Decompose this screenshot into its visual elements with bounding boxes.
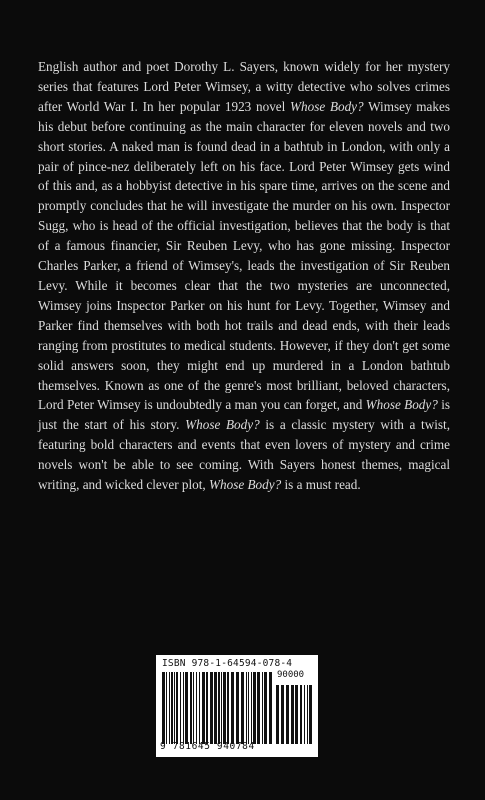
isbn-label: ISBN 978-1-64594-078-4 bbox=[162, 658, 293, 669]
barcode-bar bbox=[218, 672, 220, 744]
barcode-bar bbox=[251, 672, 252, 744]
barcode-bar bbox=[269, 672, 272, 744]
barcode-bar bbox=[264, 672, 267, 744]
barcode-bar bbox=[174, 672, 175, 744]
book-title-italic: Whose Body? bbox=[209, 477, 282, 493]
barcode-bar bbox=[307, 685, 308, 744]
barcode-bar bbox=[202, 672, 205, 744]
barcode-bar bbox=[185, 672, 188, 744]
barcode-bar bbox=[183, 672, 184, 744]
blurb-text: is a must read. bbox=[281, 477, 361, 493]
barcode-bar bbox=[231, 672, 234, 744]
barcode-bar bbox=[300, 685, 302, 744]
barcode-bar bbox=[295, 685, 298, 744]
barcode-bar bbox=[291, 685, 294, 744]
barcode-bar bbox=[248, 672, 249, 744]
price-code: 90000 bbox=[277, 670, 305, 680]
barcode-bar bbox=[190, 672, 192, 744]
book-title-italic: Whose Body? bbox=[185, 417, 260, 433]
barcode-bar bbox=[193, 672, 194, 744]
barcode-bar bbox=[241, 672, 244, 744]
barcode-bar bbox=[199, 672, 200, 744]
barcode-bar bbox=[221, 672, 222, 744]
blurb-text: English author and poet Dorothy L. Sayers, known widely for her mystery series that features Lord Peter Wimsey, a witty detective who solves crimes after World War I. In her popular 1923 novel bbox=[38, 59, 450, 114]
barcode-bars bbox=[162, 672, 274, 744]
barcode-bar bbox=[281, 685, 284, 744]
barcode-bar bbox=[257, 672, 260, 744]
barcode-bar bbox=[262, 672, 263, 744]
blurb-text: is just the start of his story. bbox=[38, 397, 450, 433]
barcode-bar bbox=[206, 672, 208, 744]
barcode-bar bbox=[214, 672, 217, 744]
barcode-bar bbox=[176, 672, 178, 744]
blurb-text: is a classic mystery with a twist, featuring bold characters and events that even lovers of mystery and crime novels won't be able to see coming. With Sayers honest themes, magical writing, and wicked clever plot, bbox=[38, 417, 450, 493]
barcode-bar bbox=[166, 672, 167, 744]
barcode-bar bbox=[286, 685, 289, 744]
barcode-bar bbox=[227, 672, 229, 744]
barcode-bar bbox=[253, 672, 256, 744]
barcode-bar bbox=[180, 672, 181, 744]
book-title-italic: Whose Body? bbox=[290, 98, 364, 114]
barcode-bar bbox=[171, 672, 173, 744]
back-cover-blurb bbox=[38, 57, 450, 495]
barcode-bar bbox=[210, 672, 213, 744]
barcode-bar bbox=[246, 672, 247, 744]
isbn-barcode bbox=[156, 655, 318, 757]
barcode-bar bbox=[196, 672, 197, 744]
barcode-digits: 9 781645 940784 bbox=[160, 741, 255, 752]
book-title-italic: Whose Body? bbox=[365, 397, 438, 413]
price-addon-bars bbox=[276, 685, 312, 744]
barcode-bar bbox=[276, 685, 279, 744]
barcode-bar bbox=[169, 672, 170, 744]
barcode-bar bbox=[304, 685, 305, 744]
blurb-text: Wimsey makes his debut before continuing as the main character for eleven novels and two short stories. A naked man is found dead in a bathtub in London, with only a pair of pince-nez deliberately left on his face. Lord Peter Wimsey gets wind of this and, as a hobbyist detective in his spare time, arrives on the scene and promptly concludes that he will investigate the murder on his own. Inspector Sugg, who is head of the official investigation, believes that the body is that of a famous financier, Sir Reuben Levy, who has gone missing. Inspector Charles Parker, a friend of Wimsey's, leads the investigation of Sir Reuben Levy. While it becomes clear that the two mysteries are unconnected, Wimsey joins Inspector Parker on his hunt for Levy. Together, Wimsey and Parker find themselves with both hot trails and dead ends, with their leads ranging from prostitutes to medical students. However, if they don't get some solid answers soon, they might end up murdered in a London bathtub themselves. Known as one of the genre's most brilliant, beloved characters, Lord Peter Wimsey is undoubtedly a man you can forget, and bbox=[38, 98, 450, 413]
barcode-bar bbox=[236, 672, 239, 744]
barcode-bar bbox=[309, 685, 312, 744]
barcode-bar bbox=[223, 672, 226, 744]
barcode-bar bbox=[162, 672, 165, 744]
